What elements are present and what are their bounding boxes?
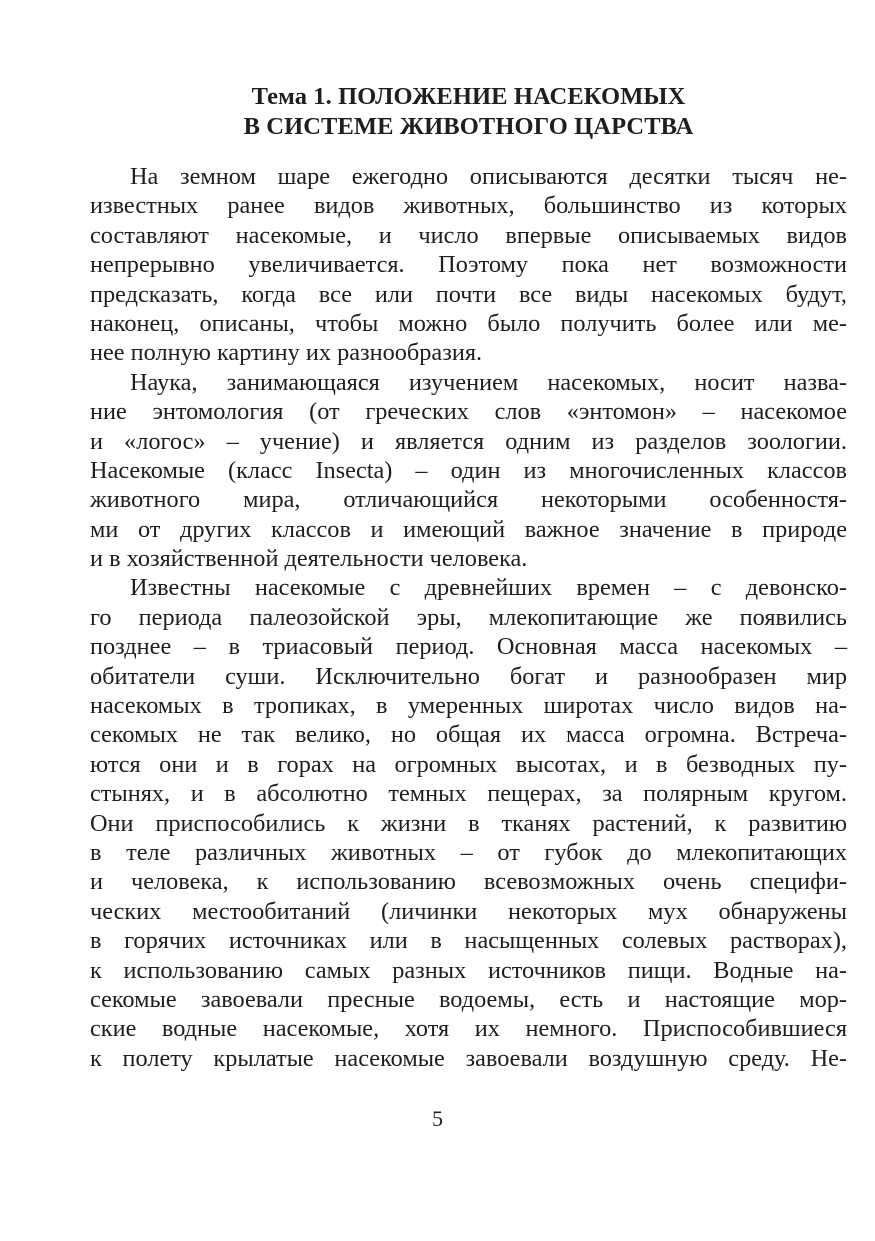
text-line: предсказать, когда все или почти все виды насекомых будут, xyxy=(90,280,847,308)
text-line: На земном шаре ежегодно описываются десятки тысяч не- xyxy=(130,163,847,190)
text-line: животного мира, отличающийся некоторыми особенностя- xyxy=(90,486,847,514)
text-line: к использованию самых разных источников пищи. Водные на- xyxy=(90,956,847,984)
text-line: ческих местообитаний (личинки некоторых мух обнаружены xyxy=(90,897,847,925)
chapter-heading xyxy=(90,82,847,142)
text-line: и человека, к использованию всевозможных очень специфи- xyxy=(90,868,847,896)
text-line: ются они и в горах на огромных высотах, и в безводных пу- xyxy=(90,750,847,778)
text-line: секомых не так велико, но общая их масса огромна. Встреча- xyxy=(90,721,847,749)
chapter-heading-line-2: В СИСТЕМЕ ЖИВОТНОГО ЦАРСТВА xyxy=(243,113,694,140)
text-line: и «логос» – учение) и является одним из разделов зоологии. xyxy=(90,427,847,455)
text-line: непрерывно увеличивается. Поэтому пока нет возможности xyxy=(90,251,847,279)
paragraph-3 xyxy=(90,573,847,1073)
paragraph-1 xyxy=(90,162,847,368)
paragraph-2 xyxy=(90,368,847,574)
body-text xyxy=(90,162,847,1073)
text-line: ми от других классов и имеющий важное значение в природе xyxy=(90,515,847,543)
text-line: стынях, и в абсолютно темных пещерах, за полярным кругом. xyxy=(90,780,847,808)
text-line: Известны насекомые с древнейших времен – с девонско- xyxy=(130,574,847,602)
text-line: ские водные насекомые, хотя их немного. Приспособившиеся xyxy=(90,1015,847,1043)
text-line: ние энтомология (от греческих слов «энтомон» – насекомое xyxy=(90,398,847,426)
text-line: Они приспособились к жизни в тканях растений, к развитию xyxy=(90,809,847,837)
text-line: Насекомые (класс Insecta) – один из многочисленных классов xyxy=(90,456,847,484)
text-line: и в хозяйственной деятельности человека. xyxy=(90,545,528,573)
page-number: 5 xyxy=(432,1106,443,1131)
text-line: наконец, описаны, чтобы можно было получить более или ме- xyxy=(90,309,847,337)
chapter-heading-line-1: Тема 1. ПОЛОЖЕНИЕ НАСЕКОМЫХ xyxy=(251,83,686,110)
text-line: позднее – в триасовый период. Основная масса насекомых – xyxy=(90,633,847,661)
text-line: Наука, занимающаяся изучением насекомых, носит назва- xyxy=(130,368,847,396)
text-line: известных ранее видов животных, большинство из которых xyxy=(90,192,847,220)
text-line: в горячих источниках или в насыщенных солевых растворах), xyxy=(90,927,847,955)
text-line: обитатели суши. Исключительно богат и разнообразен мир xyxy=(90,662,847,690)
text-line: нее полную картину их разнообразия. xyxy=(90,339,483,367)
text-line: секомые завоевали пресные водоемы, есть и настоящие мор- xyxy=(90,985,847,1013)
text-line: насекомых в тропиках, в умеренных широтах число видов на- xyxy=(90,692,847,720)
text-line: го периода палеозойской эры, млекопитающие же появились xyxy=(90,603,847,631)
text-line: составляют насекомые, и число впервые описываемых видов xyxy=(90,221,847,249)
text-line: к полету крылатые насекомые завоевали воздушную среду. Не- xyxy=(90,1044,847,1072)
text-line: в теле различных животных – от губок до млекопитающих xyxy=(90,838,847,866)
